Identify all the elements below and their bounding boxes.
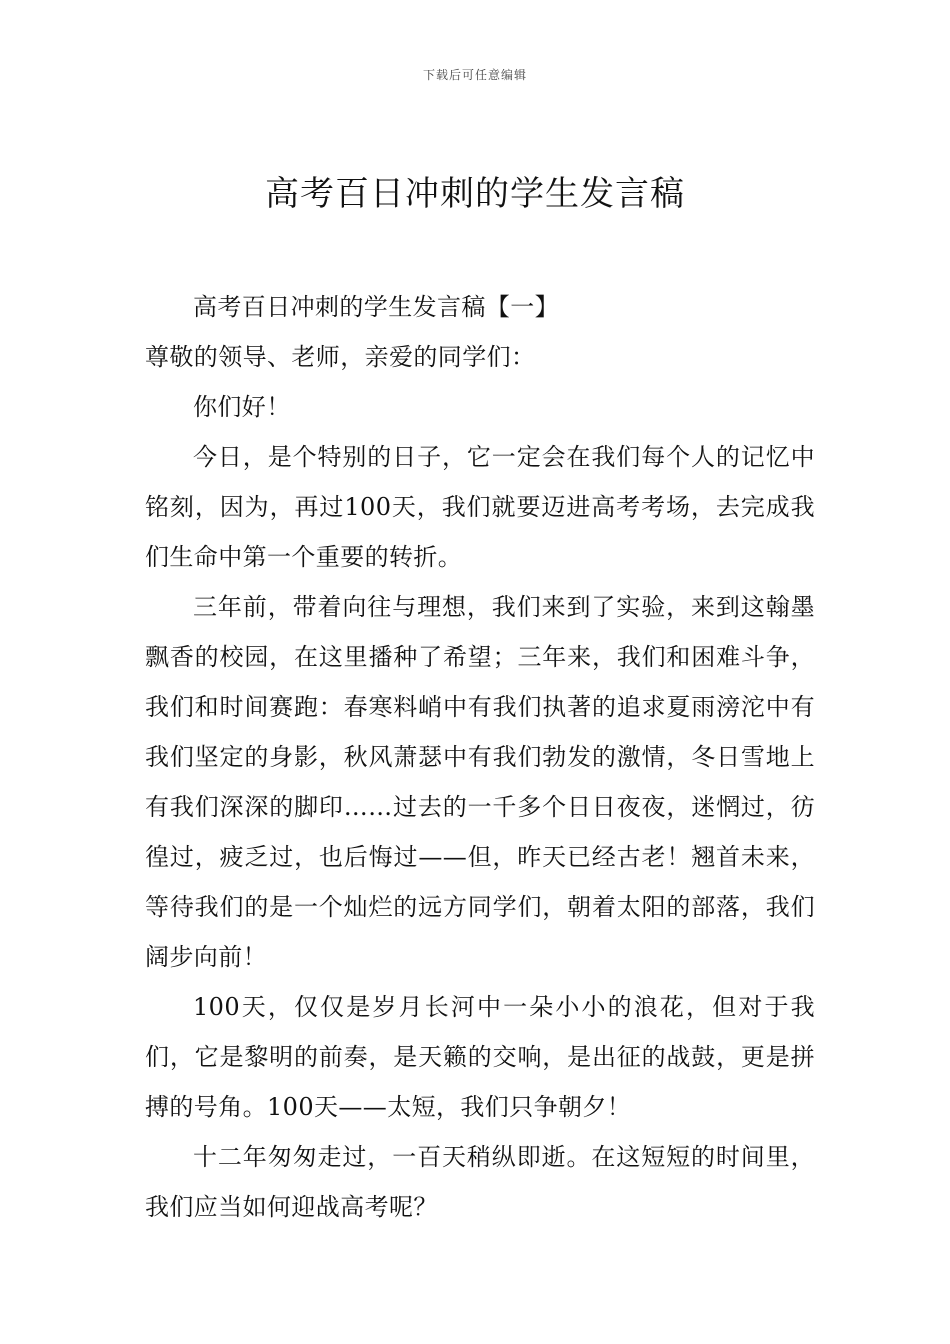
document-body (145, 282, 815, 1232)
greeting: 你们好！ (193, 393, 291, 421)
section-heading: 高考百日冲刺的学生发言稿【一】 (193, 293, 559, 321)
paragraph: 100天，仅仅是岁月长河中一朵小小的浪花，但对于我们，它是黎明的前奏，是天籁的交响，是出征的战鼓，更是拼搏的号角。100天——太短，我们只争朝夕！ (145, 993, 815, 1121)
document-title: 高考百日冲刺的学生发言稿 (265, 174, 685, 214)
header-note: 下载后可任意编辑 (422, 68, 527, 82)
salutation: 尊敬的领导、老师，亲爱的同学们： (145, 343, 536, 371)
paragraph: 三年前，带着向往与理想，我们来到了实验，来到这翰墨飘香的校园，在这里播种了希望；三年来，我们和困难斗争，我们和时间赛跑：春寒料峭中有我们执著的追求夏雨滂沱中有我们坚定的身影，秋风萧瑟中有我们勃发的激情，冬日雪地上有我们深深的脚印……过去的一千多个日日夜夜，迷惘过，彷徨过，疲乏过，也后悔过——但，昨天已经古老！翘首未来，等待我们的是一个灿烂的远方同学们，朝着太阳的部落，我们阔步向前！ (145, 593, 815, 971)
paragraph: 今日，是个特别的日子，它一定会在我们每个人的记忆中铭刻，因为，再过100天，我们就要迈进高考考场，去完成我们生命中第一个重要的转折。 (145, 443, 815, 571)
paragraph: 十二年匆匆走过，一百天稍纵即逝。在这短短的时间里，我们应当如何迎战高考呢？ (145, 1143, 815, 1221)
